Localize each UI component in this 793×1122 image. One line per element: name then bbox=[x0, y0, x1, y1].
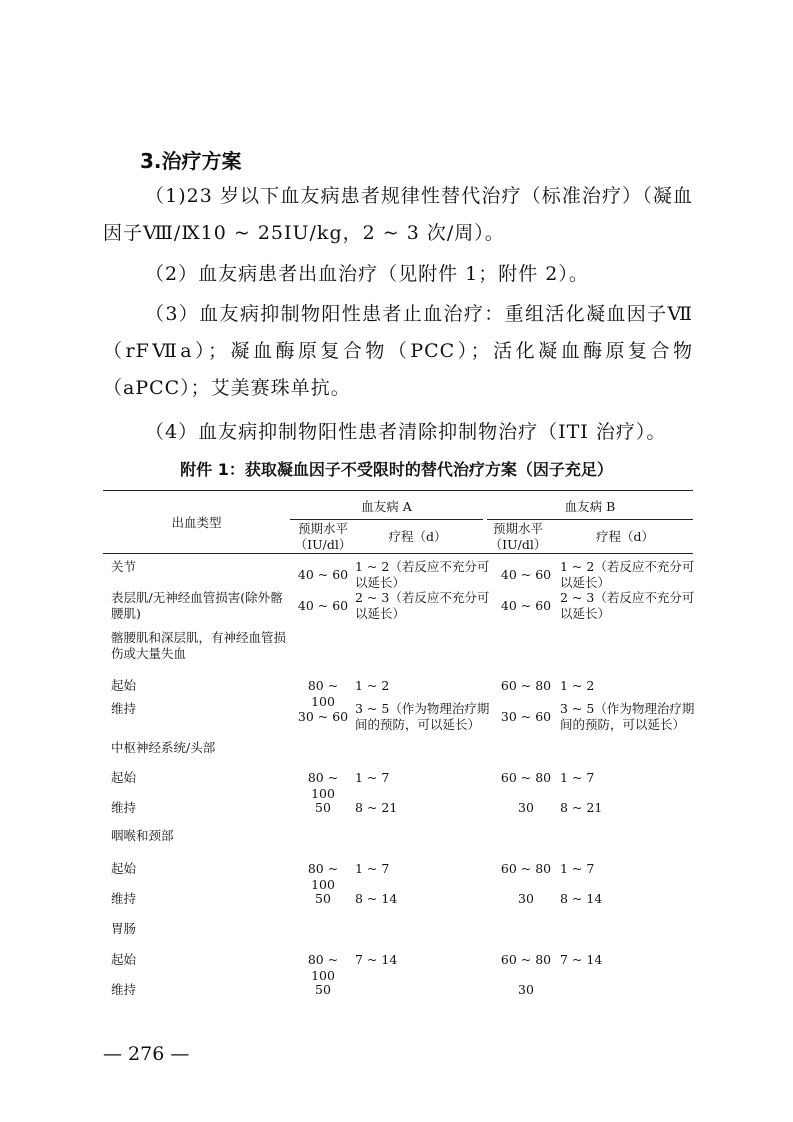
cell-type: 起始 bbox=[111, 770, 137, 785]
cell-type: 维持 bbox=[111, 982, 137, 997]
cell-a-level: 80 ~ 100 bbox=[307, 678, 339, 709]
cell-a-course: 8 ~ 14 bbox=[355, 891, 398, 906]
cell-b-level: 30 bbox=[518, 891, 534, 906]
cell-b-level: 60 ~ 80 bbox=[500, 952, 552, 967]
cell-type: 起始 bbox=[111, 861, 137, 876]
cell-type: 胃肠 bbox=[111, 921, 137, 936]
cell-a-level: 50 bbox=[315, 891, 331, 906]
cell-b-course: 8 ~ 21 bbox=[560, 800, 603, 815]
cell-type: 维持 bbox=[111, 891, 137, 906]
cell-a-level: 80 ~ 100 bbox=[307, 861, 339, 892]
header-b-level: 预期水平（IU/dl） bbox=[489, 521, 547, 552]
cell-type: 表层肌/无神经血管损害(除外髂腰肌) bbox=[111, 590, 283, 621]
paragraph-2: （2）血友病患者出血治疗（见附件 1；附件 2）。 bbox=[145, 263, 589, 285]
cell-b-course: 1 ~ 7 bbox=[560, 861, 595, 876]
cell-b-level: 60 ~ 80 bbox=[500, 678, 552, 693]
cell-type: 起始 bbox=[111, 678, 137, 693]
cell-type: 起始 bbox=[111, 952, 137, 967]
header-b-course: 疗程（d） bbox=[595, 529, 654, 544]
cell-a-level: 80 ~ 100 bbox=[307, 952, 339, 983]
cell-a-course: 1 ~ 2 bbox=[355, 678, 390, 693]
cell-a-course: 1 ~ 7 bbox=[355, 861, 390, 876]
header-a-level: 预期水平（IU/dl） bbox=[294, 521, 352, 552]
cell-b-level: 30 bbox=[518, 800, 534, 815]
header-hemophilia-b: 血友病 B bbox=[564, 499, 616, 514]
cell-type: 关节 bbox=[111, 559, 137, 574]
cell-a-course: 1 ~ 7 bbox=[355, 770, 390, 785]
cell-a-course: 1 ~ 2（若反应不充分可以延长） bbox=[355, 559, 490, 590]
header-bleed-type: 出血类型 bbox=[171, 515, 222, 530]
header-bottom-rule bbox=[103, 553, 693, 554]
page-number: — 276 — bbox=[103, 1043, 190, 1065]
cell-type: 维持 bbox=[111, 701, 137, 716]
group-a-rule bbox=[290, 519, 483, 520]
cell-a-level: 80 ~ 100 bbox=[307, 770, 339, 801]
cell-a-level: 30 ~ 60 bbox=[297, 709, 349, 724]
cell-a-level: 40 ~ 60 bbox=[297, 598, 349, 613]
header-hemophilia-a: 血友病 A bbox=[361, 499, 412, 514]
paragraph-1: （1)23 岁以下血友病患者规律性替代治疗（标准治疗）（凝血因子Ⅷ/Ⅸ10 ~ 25IU/kg，2 ~ 3 次/周）。 bbox=[103, 185, 693, 244]
group-b-rule bbox=[487, 519, 693, 520]
cell-a-course: 7 ~ 14 bbox=[355, 952, 398, 967]
cell-b-course: 2 ~ 3（若反应不充分可以延长） bbox=[560, 590, 695, 621]
cell-a-course: 3 ~ 5（作为物理治疗期间的预防，可以延长） bbox=[355, 701, 490, 732]
cell-type: 咽喉和颈部 bbox=[111, 828, 174, 843]
paragraph-3: （3）血友病抑制物阳性患者止血治疗：重组活化凝血因子Ⅶ（rFⅦa）；凝血酶原复合物（PCC）；活化凝血酶原复合物（aPCC）；艾美赛珠单抗。 bbox=[103, 303, 693, 399]
cell-a-level: 50 bbox=[315, 982, 331, 997]
cell-b-course: 1 ~ 2 bbox=[560, 678, 595, 693]
cell-b-course: 7 ~ 14 bbox=[560, 952, 603, 967]
cell-b-course: 1 ~ 2（若反应不充分可以延长） bbox=[560, 559, 695, 590]
cell-b-level: 40 ~ 60 bbox=[500, 598, 552, 613]
cell-type: 维持 bbox=[111, 800, 137, 815]
table-top-rule bbox=[103, 490, 693, 491]
cell-b-level: 40 ~ 60 bbox=[500, 567, 552, 582]
section-title: 3.治疗方案 bbox=[140, 149, 242, 173]
cell-type: 髂腰肌和深层肌，有神经血管损伤或大量失血 bbox=[111, 630, 287, 661]
cell-b-level: 30 ~ 60 bbox=[500, 709, 552, 724]
cell-b-level: 60 ~ 80 bbox=[500, 861, 552, 876]
paragraph-4: （4）血友病抑制物阳性患者清除抑制物治疗（ITI 治疗）。 bbox=[145, 421, 667, 443]
cell-b-level: 30 bbox=[518, 982, 534, 997]
header-a-course: 疗程（d） bbox=[388, 529, 447, 544]
cell-a-level: 50 bbox=[315, 800, 331, 815]
cell-a-course: 2 ~ 3（若反应不充分可以延长） bbox=[355, 590, 490, 621]
cell-b-level: 60 ~ 80 bbox=[500, 770, 552, 785]
cell-type: 中枢神经系统/头部 bbox=[111, 740, 216, 755]
cell-a-course: 8 ~ 21 bbox=[355, 800, 398, 815]
cell-b-course: 8 ~ 14 bbox=[560, 891, 603, 906]
table-caption: 附件 1：获取凝血因子不受限时的替代治疗方案（因子充足） bbox=[180, 460, 613, 479]
cell-a-level: 40 ~ 60 bbox=[297, 567, 349, 582]
cell-b-course: 1 ~ 7 bbox=[560, 770, 595, 785]
cell-b-course: 3 ~ 5（作为物理治疗期间的预防，可以延长） bbox=[560, 701, 695, 732]
